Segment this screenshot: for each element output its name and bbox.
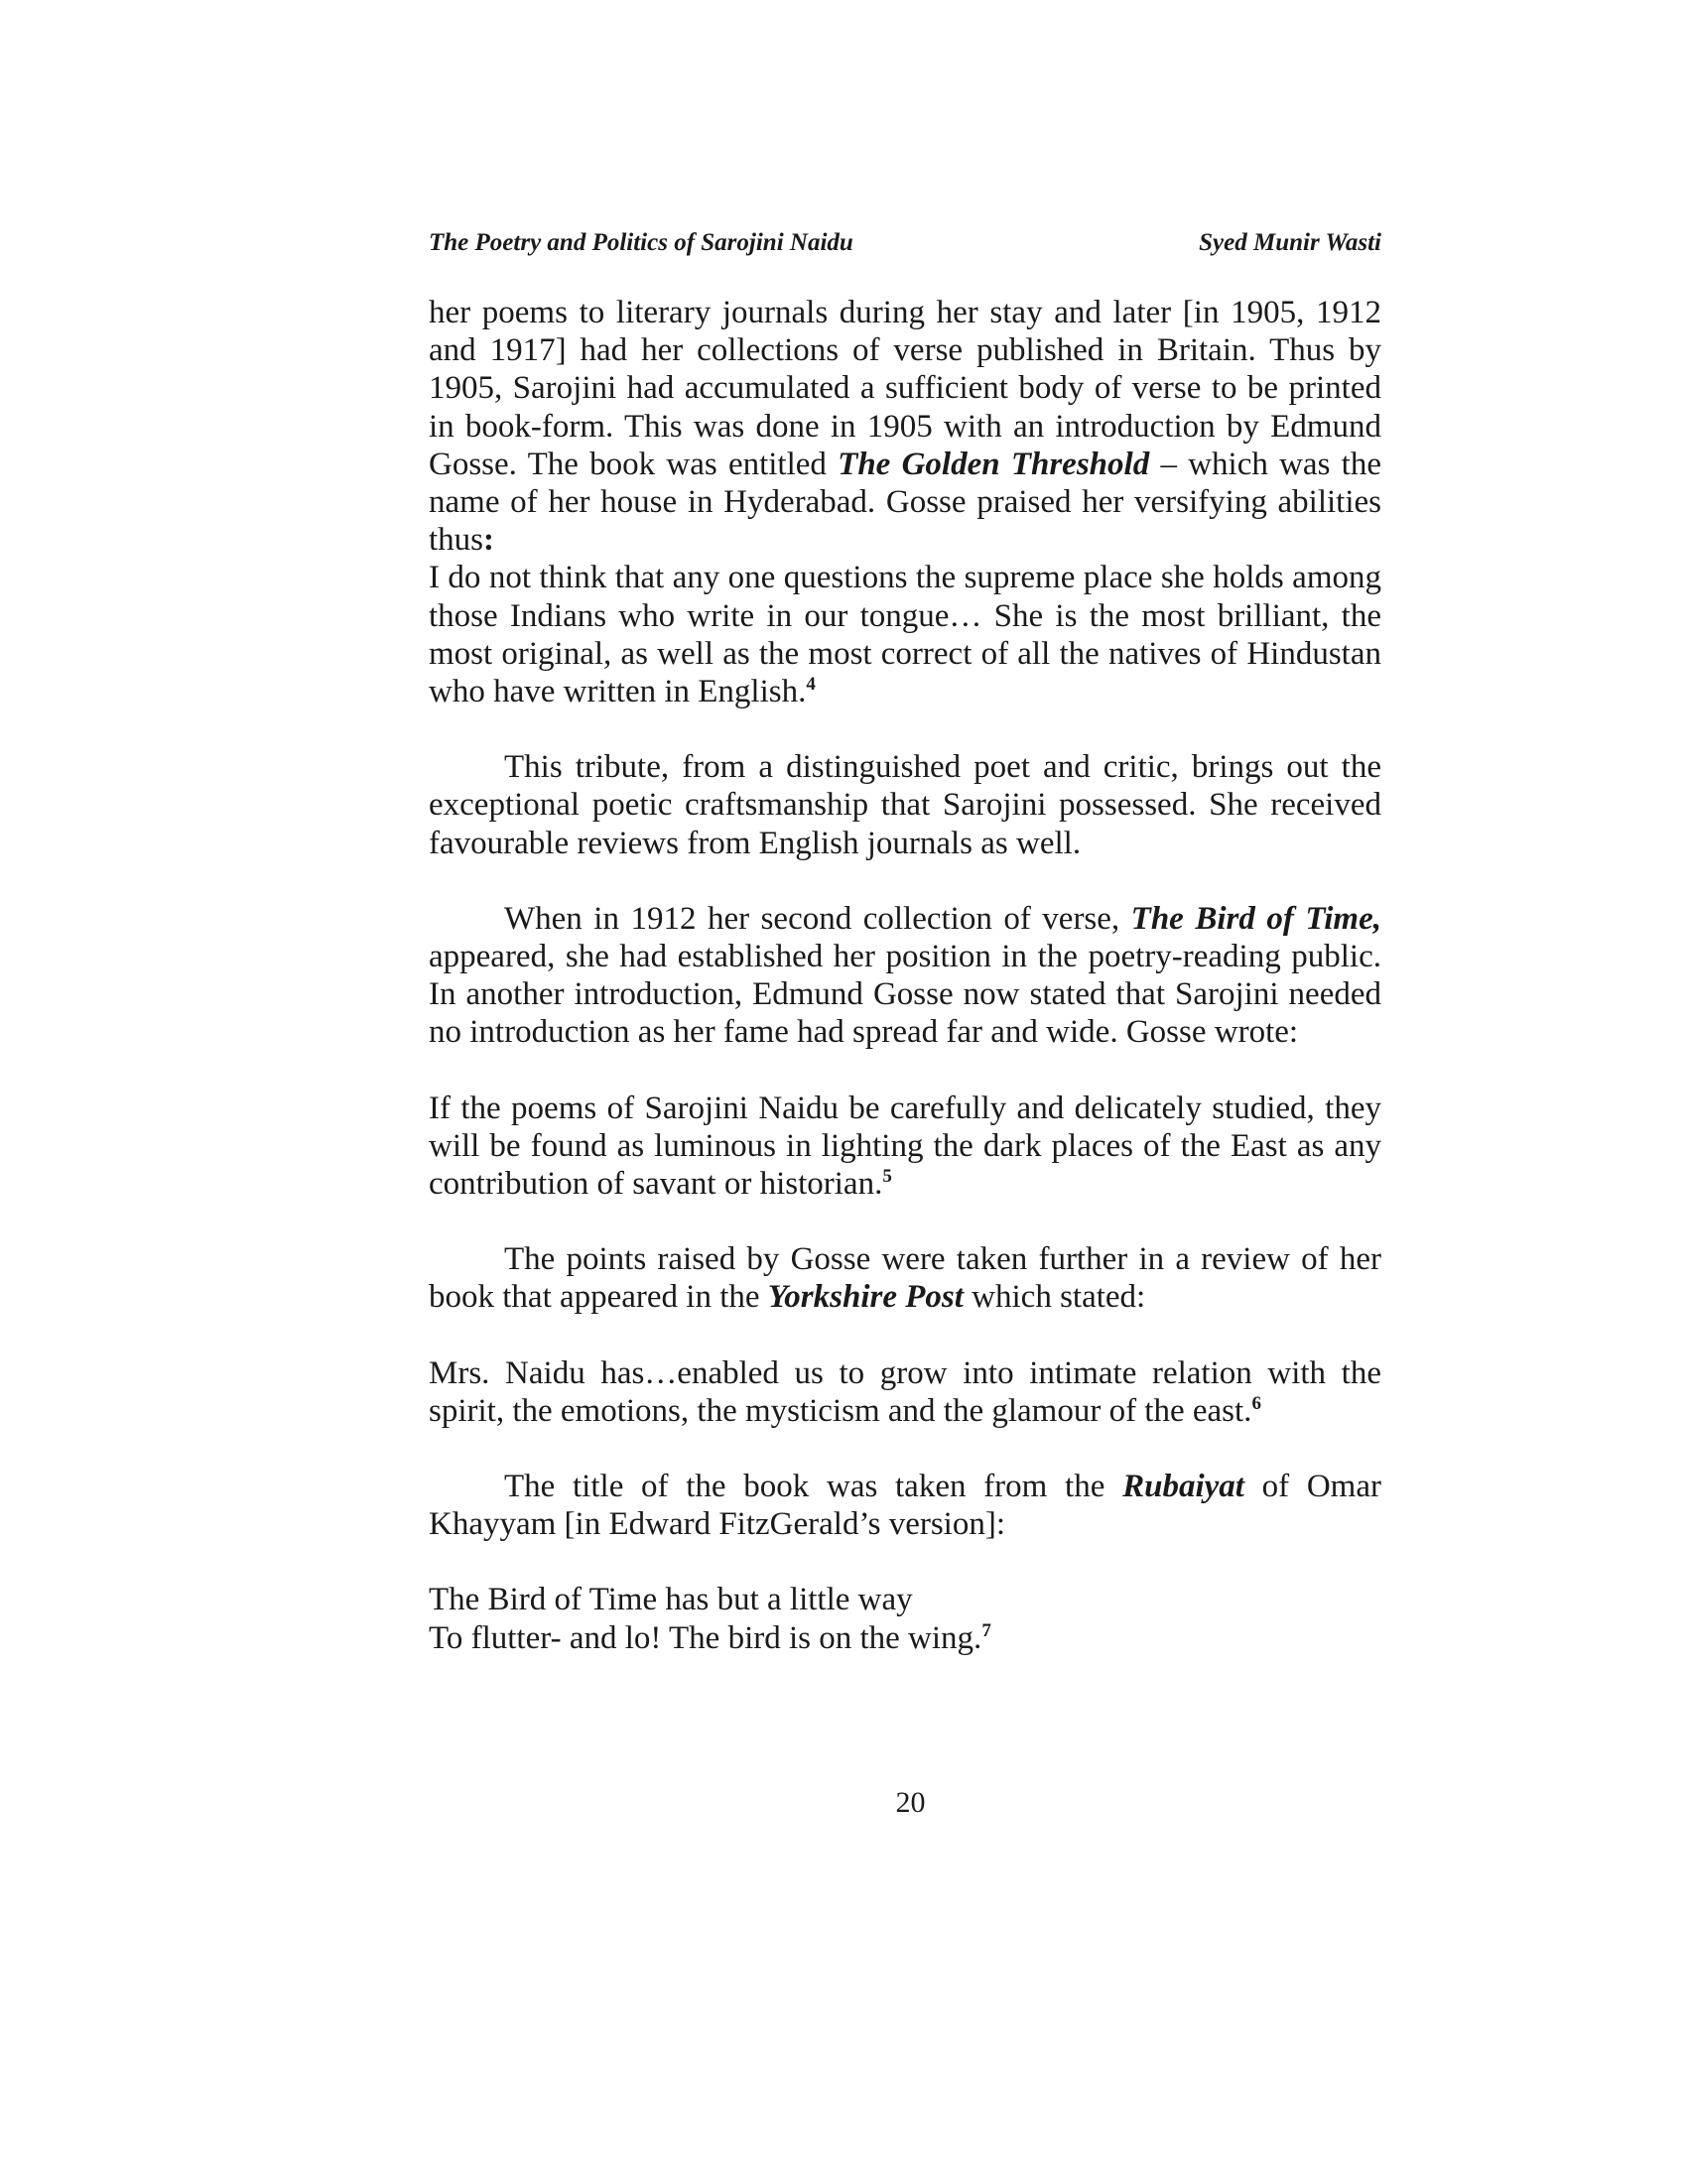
header-author: Syed Munir Wasti <box>1199 229 1381 256</box>
quotation-3: Mrs. Naidu has…enabled us to grow into intimate relation with the spirit, the emotions, the mysticism and the glamour of the east.$^6$ <box>429 1354 1381 1429</box>
verse-line-2: To flutter- and lo! The bird is on the wing.$^7$ <box>429 1619 991 1656</box>
paragraph-5: The title of the book was taken from the Rubaiyat of Omar Khayyam [in Edward FitzGerald’s version]: <box>429 1469 1381 1543</box>
spacer <box>429 1052 1381 1090</box>
verse-line-1: The Bird of Time has but a little way <box>429 1582 913 1618</box>
spacer <box>429 1430 1381 1468</box>
body-text <box>429 294 1381 1657</box>
spacer <box>429 710 1381 748</box>
spacer <box>429 1203 1381 1240</box>
footnote-marker: 5 <box>882 1166 892 1188</box>
spacer <box>429 862 1381 900</box>
spacer <box>429 1317 1381 1354</box>
book-title-golden-threshold: The Golden Threshold <box>838 446 1150 482</box>
book-title-bird-of-time: The Bird of Time, <box>1130 900 1381 937</box>
header-book-title: The Poetry and Politics of Sarojini Naidu <box>429 229 853 256</box>
footnote-marker: 7 <box>981 1619 991 1641</box>
running-header <box>429 228 1381 258</box>
quotation-1: I do not think that any one questions the supreme place she holds among those Indians who write in our tongue… She is the most brilliant, the most original, as well as the most correct of all the natives of Hindustan who have written in English.$^4$ <box>429 560 1381 710</box>
book-title-rubaiyat: Rubaiyat <box>1122 1469 1244 1505</box>
newspaper-title-yorkshire-post: Yorkshire Post <box>767 1279 964 1316</box>
paragraph-4: The points raised by Gosse were taken further in a review of her book that appeared in the Yorkshire Post which stated: <box>429 1241 1381 1316</box>
footnote-marker: 4 <box>806 674 816 696</box>
paragraph-2: This tribute, from a distinguished poet and critic, brings out the exceptional poetic craftsmanship that Sarojini possessed. She received favourable reviews from English journals as well. <box>429 749 1381 861</box>
paragraph-3: When in 1912 her second collection of verse, The Bird of Time, appeared, she had established her position in the poetry-reading public. In another introduction, Edmund Gosse now stated that Sarojini needed no introduction as her fame had spread far and wide. Gosse wrote: <box>429 900 1381 1051</box>
page-number: 20 <box>895 1786 926 1819</box>
spacer <box>429 1543 1381 1581</box>
verse-quotation <box>429 1581 1381 1656</box>
paragraph-1: her poems to literary journals during her stay and later [in 1905, 1912 and 1917] had her collections of verse published in Britain. Thus by 1905, Sarojini had accumulated a sufficient body of verse to be printed in book-form. This was done in 1905 with an introduction by Edmund Gosse. The book was entitled The Golden Threshold – which was the name of her house in Hyderabad. Gosse praised her versifying abilities thus: <box>429 295 1381 559</box>
quotation-2: If the poems of Sarojini Naidu be carefully and delicately studied, they will be found as luminous in lighting the dark places of the East as any contribution of savant or historian.$^5$ <box>429 1090 1381 1203</box>
footnote-marker: 6 <box>1251 1392 1261 1414</box>
